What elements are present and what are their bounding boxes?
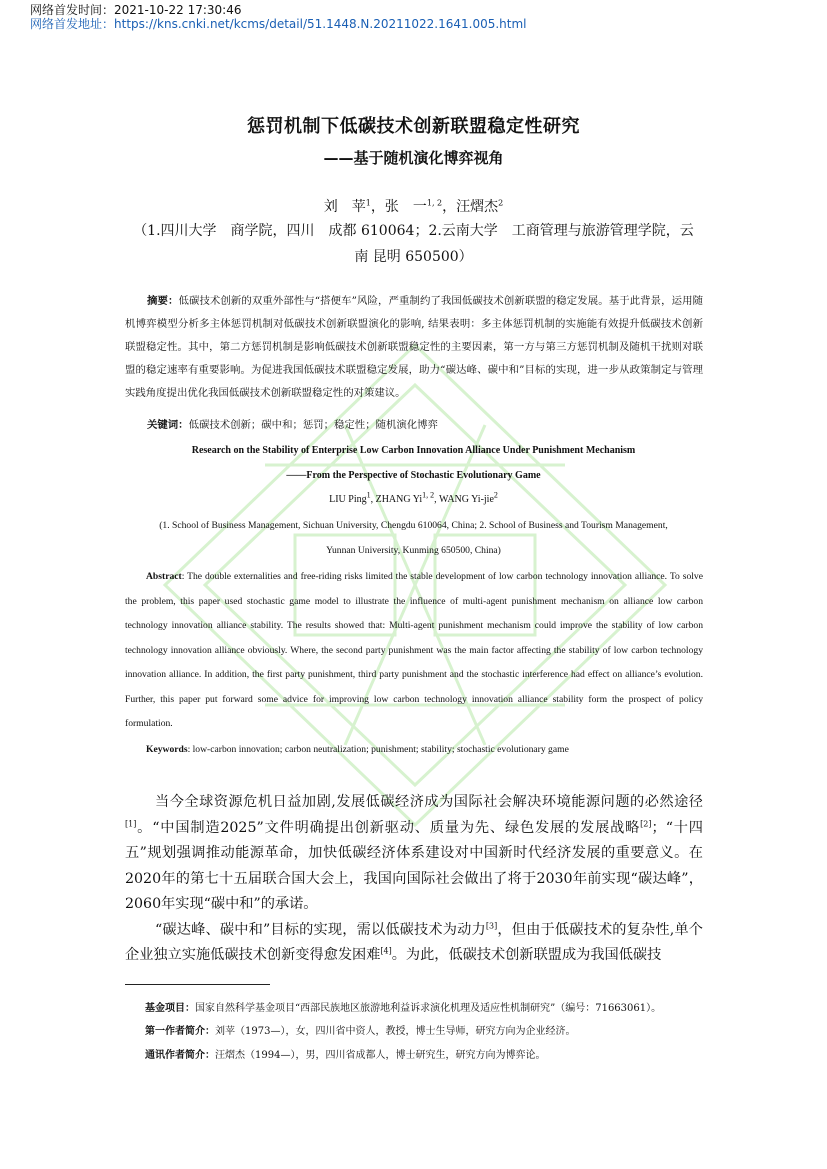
en-abstract-text: : The double externalities and free-riding risks limited the stable development of low carbon technology innovation alliance. To solve the problem, this paper used stochastic game model to illustrate the influence of multi-agent punishment mechanism on alliance low carbon technology innovation alliance stability. The results showed that: Multi-agent punishment mechanism could improve the stability of low carbon technology innovation alliance obviously. Where, the second party punishment was the main factor affecting the stability of low carbon technology innovation alliance. In addition, the first party punishment, third party punishment and the stochastic interference had effect on alliance’s evolution. Further, this paper put forward some advice for improving low carbon technology innovation alliance stability form the prospect of policy formulation. xyxy=(125,571,703,729)
paper-title: 惩罚机制下低碳技术创新联盟稳定性研究 xyxy=(247,116,580,137)
corresponding-text: 汪熠杰（1994—），男，四川省成都人，博士研究生，研究方向为博弈论。 xyxy=(215,1050,546,1061)
body-paragraph-2 xyxy=(125,918,703,969)
cn-keywords xyxy=(125,414,703,437)
author-2: 张 一 xyxy=(384,199,427,215)
cn-abstract xyxy=(125,290,703,405)
en-author-sep-2: , xyxy=(434,494,439,505)
author-line xyxy=(0,196,827,216)
en-keywords-label: Keywords xyxy=(146,744,188,755)
publish-url-label: 网络首发地址： xyxy=(30,17,115,31)
en-author-1: LIU Ping xyxy=(329,494,367,505)
first-author-text: 刘苹（1973—），女，四川省中资人，教授，博士生导师，研究方向为企业经济。 xyxy=(215,1026,576,1037)
en-subtitle: ——From the Perspective of Stochastic Evolutionary Game xyxy=(286,470,541,481)
affiliation-line-1: （1.四川大学 商学院，四川 成都 610064；2.云南大学 工商管理与旅游管理学院，云 xyxy=(133,223,694,239)
fund-text: 国家自然科学基金项目“西部民族地区旅游地利益诉求演化机理及适应性机制研究”（编号：71663061）。 xyxy=(195,1003,662,1014)
body-p1-c: ；“十四五”规划强调推动能源革命，加快低碳经济体系建设对中国新时代经济发展的重要意义。在2020年的第七十五届联合国大会上，我国向国际社会做出了将于2030年前实现“碳达峰”，2060年实现“碳中和”的承诺。 xyxy=(125,819,703,912)
en-author-3: WANG Yi-jie xyxy=(439,494,494,505)
paper-subtitle: ——基于随机演化博弈视角 xyxy=(323,149,504,167)
body-p1-a: 当今全球资源危机日益加剧,发展低碳经济成为国际社会解决环境能源问题的必然途径 xyxy=(155,794,703,810)
publish-url-line xyxy=(30,17,527,31)
publish-time-label: 网络首发时间： xyxy=(30,3,115,17)
en-author-3-sup: 2 xyxy=(493,490,498,500)
cn-abstract-label: 摘要： xyxy=(147,295,179,307)
first-author-label: 第一作者简介： xyxy=(145,1026,215,1037)
citation-4[interactable]: [4] xyxy=(380,946,392,956)
footnote-rule xyxy=(125,984,270,985)
citation-1[interactable]: [1] xyxy=(125,818,137,828)
footnote-first-author xyxy=(145,1025,705,1039)
affiliation-line-2: 南 昆明 650500） xyxy=(354,249,473,265)
citation-3[interactable]: [3] xyxy=(485,920,498,930)
author-2-sup: 1, 2 xyxy=(426,198,443,208)
author-1: 刘 苹 xyxy=(323,199,366,215)
author-sep-2: ， xyxy=(442,199,457,215)
author-3-sup: 2 xyxy=(498,198,504,208)
en-author-2: ZHANG Yi xyxy=(375,494,423,505)
publish-time-line xyxy=(30,3,241,17)
corresponding-label: 通讯作者简介： xyxy=(145,1050,215,1061)
publish-url-link[interactable]: https://kns.cnki.net/kcms/detail/51.1448.N.20211022.1641.005.html xyxy=(114,17,527,31)
author-1-sup: 1 xyxy=(365,198,371,208)
fund-label: 基金项目： xyxy=(145,1003,195,1014)
cn-keywords-text: 低碳技术创新；碳中和；惩罚；稳定性；随机演化博弈 xyxy=(188,419,438,431)
en-keywords xyxy=(125,738,703,763)
body-p2-b: ，但由于低碳技术的复杂性,单个企业独立实施低碳技术创新变得愈发困难 xyxy=(125,921,703,963)
cn-keywords-label: 关键词： xyxy=(147,419,189,431)
body-p1-b: 。“中国制造2025”文件明确提出创新驱动、质量为先、绿色发展的发展战略 xyxy=(136,819,641,836)
en-author-1-sup: 1 xyxy=(366,490,371,500)
en-keywords-text: : low-carbon innovation; carbon neutralization; punishment; stability; stochastic evolutionary game xyxy=(187,744,569,755)
footnote-fund xyxy=(145,1002,705,1016)
publish-time: 2021-10-22 17:30:46 xyxy=(114,3,242,17)
footnote-corresponding-author xyxy=(145,1049,705,1063)
en-author-2-sup: 1, 2 xyxy=(422,490,435,500)
body-p2-c: 。为此，低碳技术创新联盟成为我国低碳技 xyxy=(391,947,662,963)
cn-abstract-text: 低碳技术创新的双重外部性与“搭便车”风险，严重制约了我国低碳技术创新联盟的稳定发展。基于此背景，运用随机博弈模型分析多主体惩罚机制对低碳技术创新联盟演化的影响, 结果表明：多主体惩罚机制的实施能有效提升低碳技术创新联盟稳定性。其中，第二方惩罚机制是影响低碳技术创新联盟稳定性的主要因素，第一方与第三方惩罚机制及随机干扰则对联盟的稳定速率有重要影响。为促进我国低碳技术联盟稳定发展，助力“碳达峰、碳中和”目标的实现，进一步从政策制定与管理实践角度提出优化我国低碳技术创新联盟稳定性的对策建议。 xyxy=(125,295,704,399)
body-p2-a: “碳达峰、碳中和”目标的实现，需以低碳技术为动力 xyxy=(155,921,486,938)
en-author-sep-1: , xyxy=(370,494,376,505)
en-abstract xyxy=(125,565,703,737)
en-title: Research on the Stability of Enterprise Low Carbon Innovation Alliance Under Punishment Mechanism xyxy=(191,445,636,456)
en-abstract-label: Abstract xyxy=(146,571,182,582)
body-text xyxy=(125,790,703,969)
citation-2[interactable]: [2] xyxy=(640,818,652,828)
author-3: 汪熠杰 xyxy=(456,199,499,215)
author-sep-1: ， xyxy=(370,199,385,215)
en-author-line xyxy=(0,490,827,505)
en-affiliation-line-2: Yunnan University, Kunming 650500, China) xyxy=(326,545,501,556)
body-paragraph-1 xyxy=(125,790,703,918)
en-affiliation-line-1: (1. School of Business Management, Sichuan University, Chengdu 610064, China; 2. School of Business and Tourism Management, xyxy=(159,520,668,531)
